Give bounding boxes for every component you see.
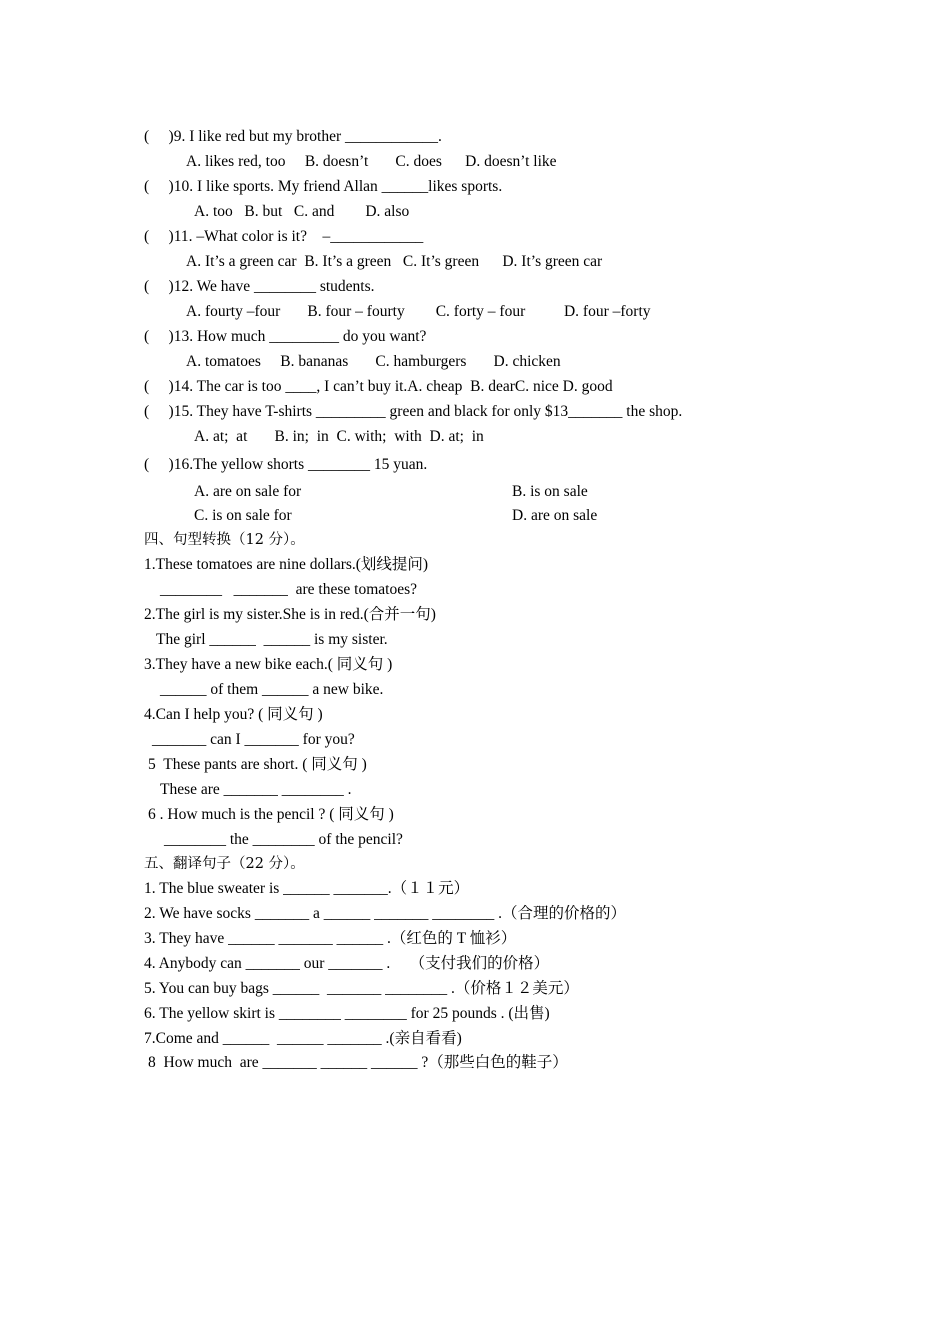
question-16-option-a: A. are on sale for xyxy=(194,483,302,500)
question-16-option-b: B. is on sale xyxy=(512,483,588,500)
question-14: ( )14. The car is too ____, I can’t buy it.A. cheap B. dearC. nice D. good xyxy=(144,378,613,395)
transform-3-answer: ______ of them ______ a new bike. xyxy=(160,681,384,698)
question-16-option-c: C. is on sale for xyxy=(194,507,292,524)
translate-7: 7.Come and ______ ______ _______ .(亲自看看) xyxy=(144,1030,462,1047)
question-11: ( )11. –What color is it? –____________ xyxy=(144,228,424,245)
translate-5: 5. You can buy bags ______ _______ ________ .（价格１２美元） xyxy=(144,980,579,997)
transform-4-answer: _______ can I _______ for you? xyxy=(152,731,355,748)
question-10-options: A. too B. but C. and D. also xyxy=(194,203,410,220)
question-13: ( )13. How much _________ do you want? xyxy=(144,328,427,345)
translate-3: 3. They have ______ _______ ______ .（红色的 T 恤衫） xyxy=(144,930,517,947)
question-16-option-d: D. are on sale xyxy=(512,507,598,524)
transform-1: 1.These tomatoes are nine dollars.(划线提问) xyxy=(144,556,429,573)
question-9: ( )9. I like red but my brother ____________. xyxy=(144,128,442,145)
transform-5: 5 These pants are short. ( 同义句 ) xyxy=(148,756,367,773)
transform-4: 4.Can I help you? ( 同义句 ) xyxy=(144,706,323,723)
transform-2-answer: The girl ______ ______ is my sister. xyxy=(156,631,388,648)
translate-1: 1. The blue sweater is ______ _______.（１１元） xyxy=(144,880,470,897)
question-9-options: A. likes red, too B. doesn’t C. does D. doesn’t like xyxy=(186,153,557,170)
section-4-title: 四、句型转换（12 分）。 xyxy=(144,532,305,548)
question-12: ( )12. We have ________ students. xyxy=(144,278,375,295)
translate-2: 2. We have socks _______ a ______ _______ ________ .（合理的价格的） xyxy=(144,905,626,922)
section-5-title: 五、翻译句子（22 分）。 xyxy=(144,856,305,872)
transform-2: 2.The girl is my sister.She is in red.(合并一句) xyxy=(144,606,436,623)
question-16: ( )16.The yellow shorts ________ 15 yuan. xyxy=(144,456,428,473)
transform-1-answer: ________ _______ are these tomatoes? xyxy=(160,581,417,598)
question-12-options: A. fourty –four B. four – fourty C. forty – four D. four –forty xyxy=(186,303,651,320)
question-10: ( )10. I like sports. My friend Allan ______likes sports. xyxy=(144,178,503,195)
transform-6: 6 . How much is the pencil ? ( 同义句 ) xyxy=(148,806,394,823)
question-15-options: A. at; at B. in; in C. with; with D. at; in xyxy=(194,428,484,445)
question-13-options: A. tomatoes B. bananas C. hamburgers D. chicken xyxy=(186,353,561,370)
question-15: ( )15. They have T-shirts _________ green and black for only $13_______ the shop. xyxy=(144,403,683,420)
transform-3: 3.They have a new bike each.( 同义句 ) xyxy=(144,656,393,673)
transform-5-answer: These are _______ ________ . xyxy=(160,781,352,798)
translate-8: 8 How much are _______ ______ ______ ?（那些白色的鞋子） xyxy=(148,1054,568,1071)
translate-4: 4. Anybody can _______ our _______ . （支付我们的价格） xyxy=(144,955,550,972)
transform-6-answer: ________ the ________ of the pencil? xyxy=(164,831,403,848)
translate-6: 6. The yellow skirt is ________ ________ for 25 pounds . (出售) xyxy=(144,1005,550,1022)
question-11-options: A. It’s a green car B. It’s a green C. It’s green D. It’s green car xyxy=(186,253,603,270)
